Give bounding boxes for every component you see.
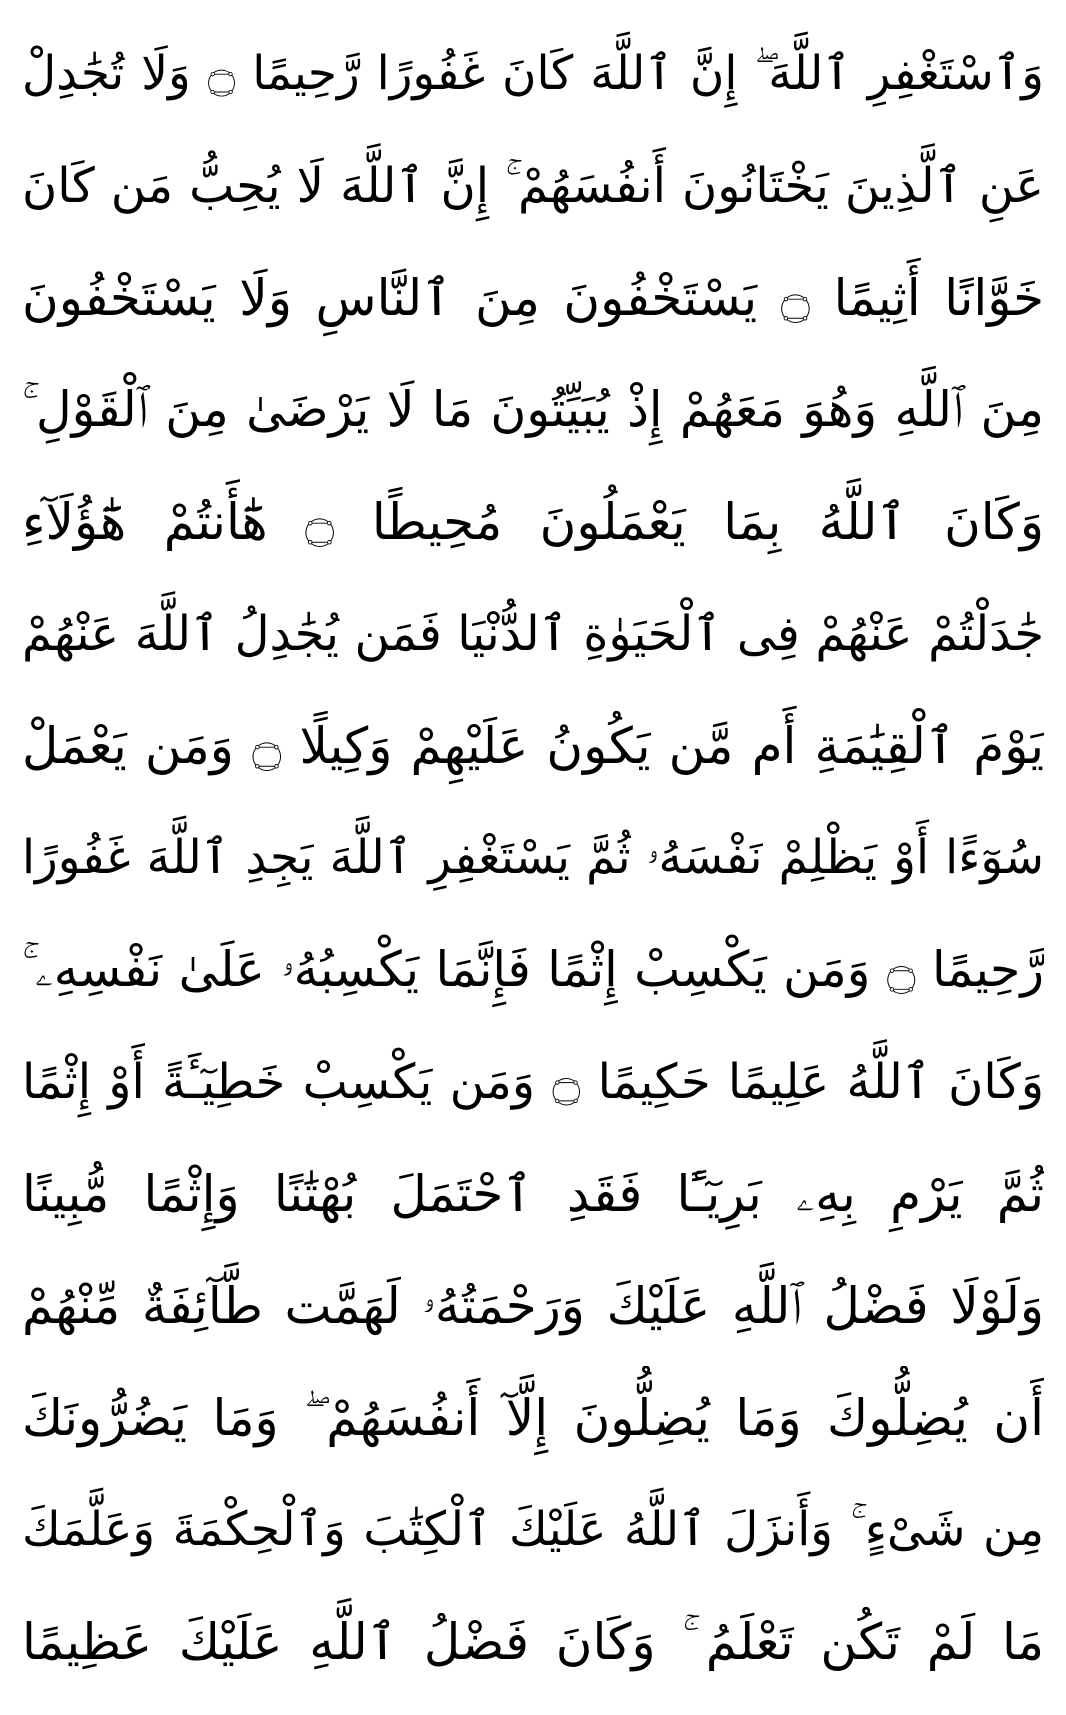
verse-line-8: سُوٓءًا أَوْ يَظْلِمْ نَفْسَهُۥ ثُمَّ يَسْتَغْفِرِ ٱللَّهَ يَجِدِ ٱللَّهَ غَفُورًا [22, 830, 1044, 885]
verse-line-11: ثُمَّ يَرْمِ بِهِۦ بَرِيٓـًٔا فَقَدِ ٱحْتَمَلَ بُهْتَٰنًا وَإِثْمًا مُّبِينًا [22, 1165, 1044, 1223]
verse-line-3: خَوَّانًا أَثِيمًا ۝ يَسْتَخْفُونَ مِنَ ٱلنَّاسِ وَلَا يَسْتَخْفُونَ [22, 269, 1044, 327]
verse-line-9: رَّحِيمًا ۝ وَمَن يَكْسِبْ إِثْمًا فَإِنَّمَا يَكْسِبُهُۥ عَلَىٰ نَفْسِهِۦ ۚ [22, 941, 1044, 998]
verse-line-10: وَكَانَ ٱللَّهُ عَلِيمًا حَكِيمًا ۝ وَمَن يَكْسِبْ خَطِيٓـَٔةً أَوْ إِثْمًا [22, 1054, 1044, 1110]
verse-line-1: وَٱسْتَغْفِرِ ٱللَّهَ ۖ إِنَّ ٱللَّهَ كَانَ غَفُورًا رَّحِيمًا ۝ وَلَا تُجَٰدِلْ [22, 46, 1044, 101]
verse-line-12: وَلَوْلَا فَضْلُ ٱللَّهِ عَلَيْكَ وَرَحْمَتُهُۥ لَهَمَّت طَّآئِفَةٌ مِّنْهُمْ [22, 1277, 1044, 1335]
verse-line-14: مِن شَىْءٍ ۚ وَأَنزَلَ ٱللَّهُ عَلَيْكَ ٱلْكِتَٰبَ وَٱلْحِكْمَةَ وَعَلَّمَكَ [22, 1502, 1044, 1557]
verse-line-6: جَٰدَلْتُمْ عَنْهُمْ فِى ٱلْحَيَوٰةِ ٱلدُّنْيَا فَمَن يُجَٰدِلُ ٱللَّهَ عَنْهُمْ [22, 606, 1044, 662]
verse-line-15: مَا لَمْ تَكُن تَعْلَمُ ۚ وَكَانَ فَضْلُ ٱللَّهِ عَلَيْكَ عَظِيمًا [22, 1613, 1044, 1671]
verse-lines [22, 22, 1044, 1694]
verse-line-4: مِنَ ٱللَّهِ وَهُوَ مَعَهُمْ إِذْ يُبَيِّتُونَ مَا لَا يَرْضَىٰ مِنَ ٱلْقَوْلِ ۚ [22, 381, 1044, 438]
verse-line-5: وَكَانَ ٱللَّهُ بِمَا يَعْمَلُونَ مُحِيطًا ۝ هَٰٓأَنتُمْ هَٰٓؤُلَآءِ [22, 493, 1044, 551]
verse-line-7: يَوْمَ ٱلْقِيَٰمَةِ أَم مَّن يَكُونُ عَلَيْهِمْ وَكِيلًا ۝ وَمَن يَعْمَلْ [22, 717, 1044, 775]
verse-line-13: أَن يُضِلُّوكَ وَمَا يُضِلُّونَ إِلَّآ أَنفُسَهُمْ ۖ وَمَا يَضُرُّونَكَ [22, 1389, 1044, 1447]
verse-line-2: عَنِ ٱلَّذِينَ يَخْتَانُونَ أَنفُسَهُمْ ۚ إِنَّ ٱللَّهَ لَا يُحِبُّ مَن كَانَ [22, 158, 1044, 214]
